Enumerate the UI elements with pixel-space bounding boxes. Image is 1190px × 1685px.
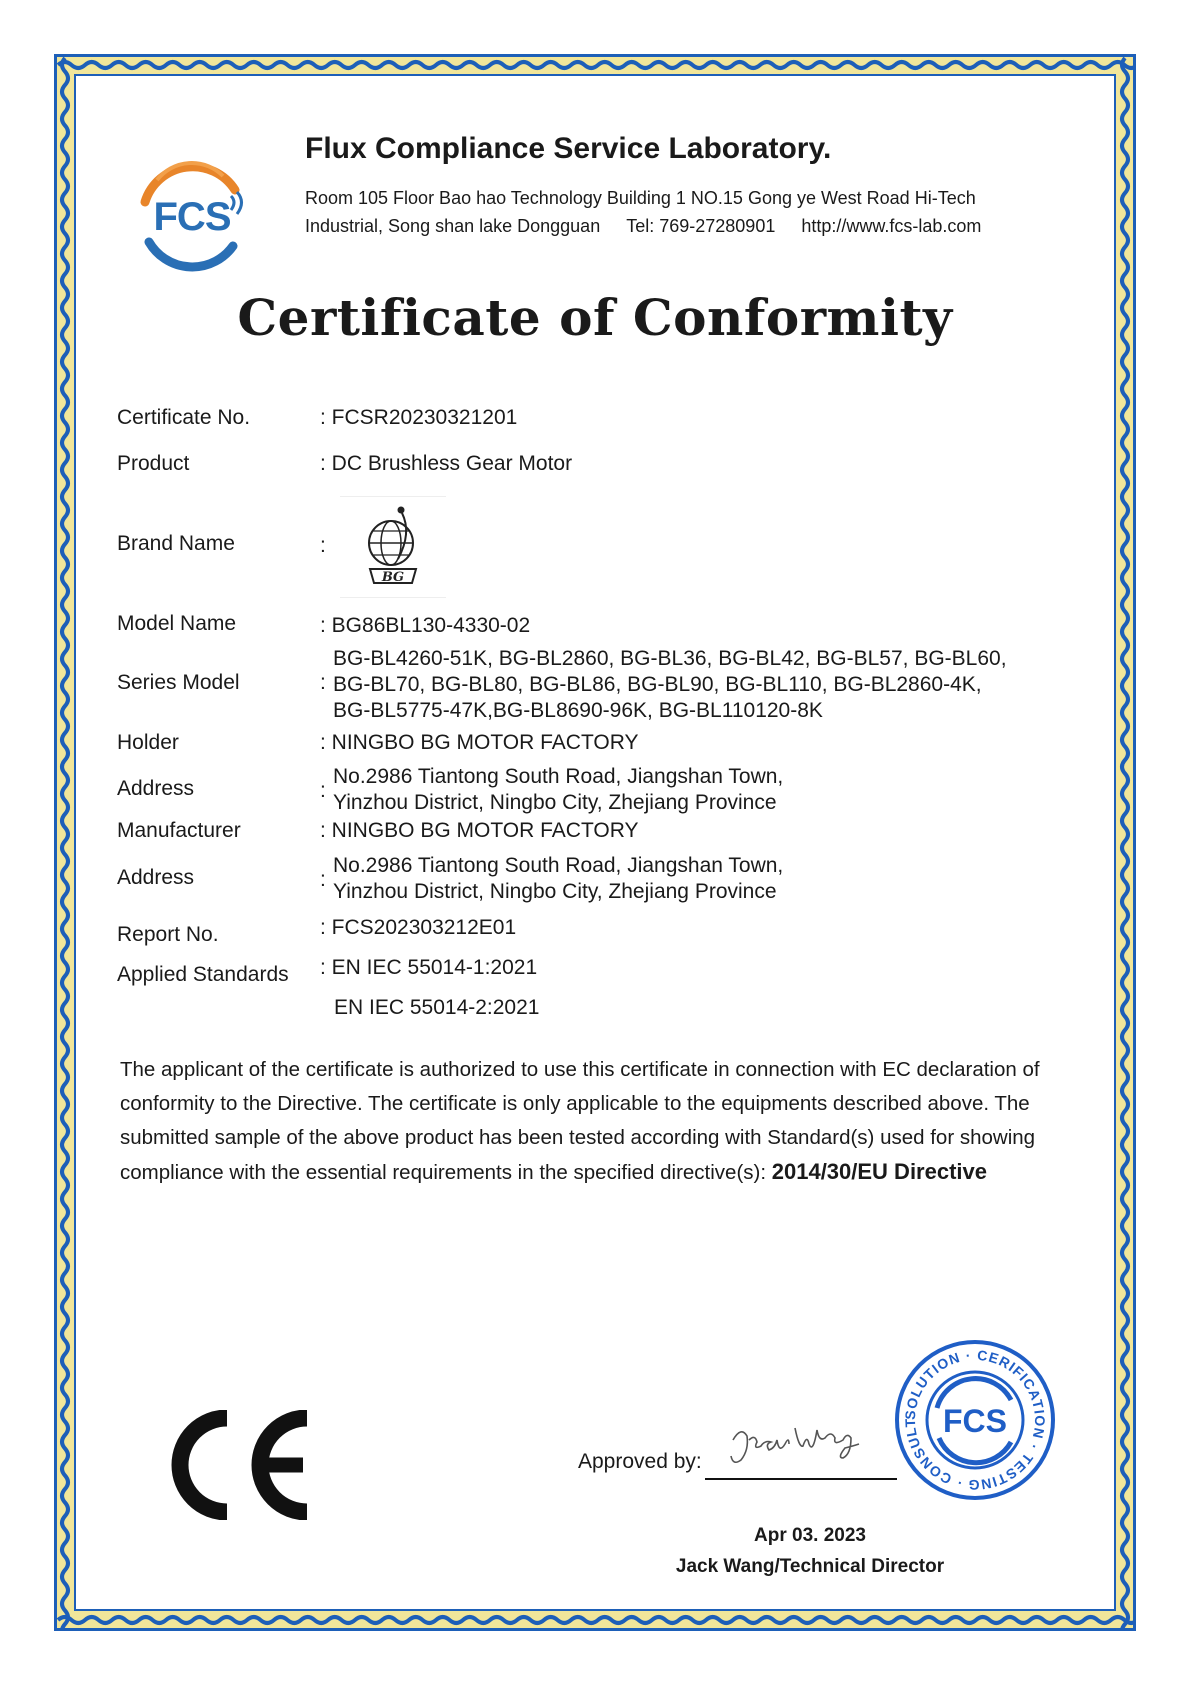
series-model-line: BG-BL70, BG-BL80, BG-BL86, BG-BL90, BG-BL110, BG-BL2860-4K,	[333, 673, 982, 696]
product-label: Product	[117, 452, 190, 475]
signatory-name: Jack Wang/Technical Director	[675, 1556, 945, 1577]
certificate-no-label: Certificate No.	[117, 406, 251, 429]
fcs-stamp	[893, 1338, 1057, 1502]
manufacturer-address-value	[333, 853, 783, 905]
series-model-line: BG-BL5775-47K,BG-BL8690-96K, BG-BL110120-8K	[333, 699, 823, 722]
lab-address-city: Industrial, Song shan lake Dongguan	[305, 216, 601, 236]
product-value: : DC Brushless Gear Motor	[320, 452, 573, 475]
lab-address	[305, 184, 981, 240]
holder-address-value	[333, 764, 783, 816]
holder-address-line: No.2986 Tiantong South Road, Jiangshan Town,	[333, 765, 784, 788]
holder-address-label: Address	[117, 777, 195, 800]
holder-address-colon: :	[320, 779, 326, 802]
applied-standards-value-2: EN IEC 55014-2:2021	[334, 996, 540, 1019]
brand-name-label: Brand Name	[117, 532, 235, 555]
report-no-value: : FCS202303212E01	[320, 916, 517, 939]
stamp-center-text: FCS	[943, 1403, 1007, 1439]
conformity-statement	[120, 1053, 1120, 1190]
applied-standards-value-1: : EN IEC 55014-1:2021	[320, 956, 538, 979]
stamp-ring-text: SOLUTION · CERIFICATION · TESTING · CONSULT	[901, 1346, 1049, 1494]
series-model-line: BG-BL4260-51K, BG-BL2860, BG-BL36, BG-BL42, BG-BL57, BG-BL60,	[333, 647, 1007, 670]
brand-logo	[340, 496, 446, 598]
fcs-logo	[127, 150, 257, 280]
manufacturer-value: : NINGBO BG MOTOR FACTORY	[320, 819, 639, 842]
signature	[725, 1410, 885, 1470]
fcs-logo-text: FCS	[153, 195, 231, 239]
holder-value: : NINGBO BG MOTOR FACTORY	[320, 731, 639, 754]
lab-address-line1: Room 105 Floor Bao hao Technology Building 1 NO.15 Gong ye West Road Hi-Tech	[305, 188, 976, 208]
model-name-value: : BG86BL130-4330-02	[320, 614, 531, 637]
applied-standards-label: Applied Standards	[117, 963, 289, 986]
series-model-value	[333, 646, 1007, 724]
approved-by-label: Approved by:	[578, 1450, 702, 1473]
signature-line	[705, 1478, 897, 1480]
lab-tel: Tel: 769-27280901	[626, 216, 776, 236]
approval-date: Apr 03. 2023	[754, 1525, 866, 1546]
lab-address-line2	[305, 212, 981, 240]
model-name-label: Model Name	[117, 612, 237, 635]
lab-name: Flux Compliance Service Laboratory.	[305, 132, 832, 165]
lab-website: http://www.fcs-lab.com	[801, 216, 982, 236]
manufacturer-address-label: Address	[117, 866, 195, 889]
manufacturer-address-line: Yinzhou District, Ningbo City, Zhejiang Province	[333, 880, 777, 903]
brand-name-colon: :	[320, 534, 326, 557]
report-no-label: Report No.	[117, 923, 219, 946]
brand-logo-text: BG	[381, 570, 405, 585]
manufacturer-label: Manufacturer	[117, 819, 241, 842]
holder-address-line: Yinzhou District, Ningbo City, Zhejiang Province	[333, 791, 777, 814]
series-model-label: Series Model	[117, 671, 240, 694]
certificate-title: Certificate of Conformity	[237, 288, 953, 347]
statement-text: The applicant of the certificate is authorized to use this certificate in connection with EC declaration of conformity to the Directive. The certificate is only applicable to the equipments described above. The submitted sample of the above product has been tested according with Standard(s) used for showing compliance with the essential requirements in the specified directive(s):	[120, 1058, 1040, 1184]
directive-name: 2014/30/EU Directive	[771, 1159, 988, 1184]
holder-label: Holder	[117, 731, 179, 754]
ce-mark	[165, 1410, 315, 1520]
series-model-colon: :	[320, 671, 326, 694]
certificate-no-value: : FCSR20230321201	[320, 406, 518, 429]
manufacturer-address-colon: :	[320, 868, 326, 891]
manufacturer-address-line: No.2986 Tiantong South Road, Jiangshan Town,	[333, 854, 784, 877]
